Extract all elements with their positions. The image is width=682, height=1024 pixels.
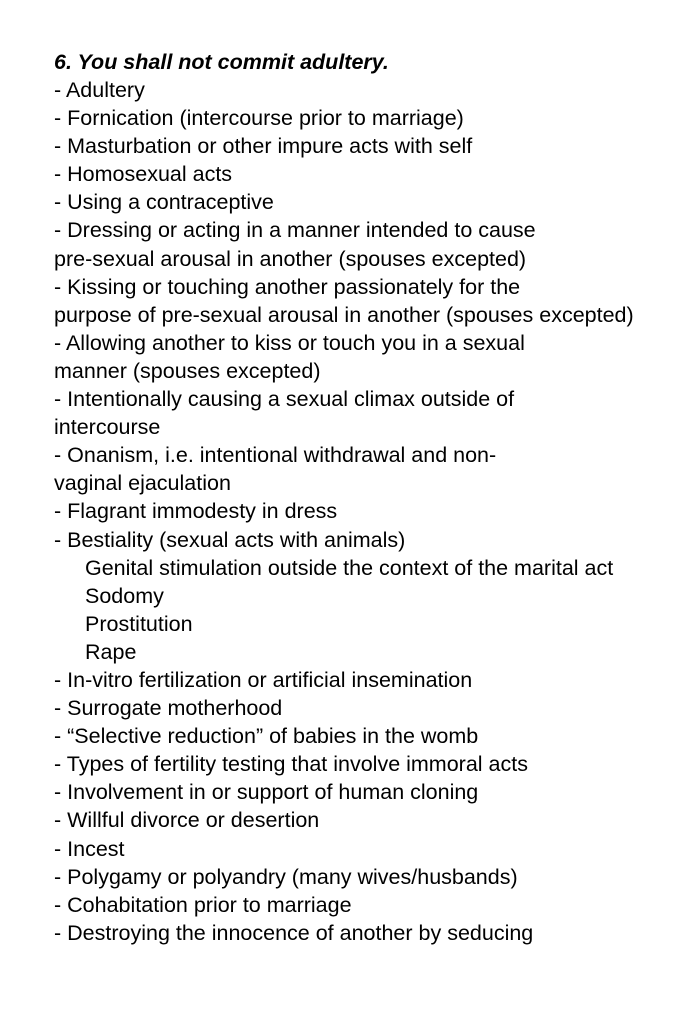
list-item: - Using a contraceptive: [54, 190, 274, 215]
list-item: - Willful divorce or desertion: [54, 808, 320, 833]
list-item: - Destroying the innocence of another by seducing: [54, 920, 534, 945]
list-item: vaginal ejaculation: [54, 471, 231, 496]
list-item: - Flagrant immodesty in dress: [54, 499, 338, 524]
document-page: [54, 48, 682, 947]
list-item: - Bestiality (sexual acts with animals): [54, 527, 406, 552]
list-item: - “Selective reduction” of babies in the womb: [54, 724, 479, 749]
commandment-list: [54, 76, 682, 947]
list-item: - Intentionally causing a sexual climax outside of: [54, 387, 515, 412]
list-item: - Adultery: [54, 78, 145, 102]
list-item: Sodomy: [85, 583, 164, 608]
list-item: pre-sexual arousal in another (spouses excepted): [54, 246, 527, 271]
section-heading: 6. You shall not commit adultery.: [54, 50, 389, 74]
list-item: manner (spouses excepted): [54, 358, 321, 383]
list-item: - Fornication (intercourse prior to marriage): [54, 106, 464, 131]
list-item: - Cohabitation prior to marriage: [54, 892, 352, 917]
list-item: - Polygamy or polyandry (many wives/husbands): [54, 864, 518, 889]
list-item: Genital stimulation outside the context of the marital act: [85, 555, 614, 580]
list-item: - Incest: [54, 836, 125, 861]
list-item: - Masturbation or other impure acts with self: [54, 134, 473, 159]
list-item: Rape: [85, 639, 137, 664]
list-item: - Dressing or acting in a manner intended to cause: [54, 218, 536, 243]
list-item: - Onanism, i.e. intentional withdrawal and non-: [54, 443, 497, 468]
list-item: - Involvement in or support of human cloning: [54, 780, 479, 805]
list-item: - In-vitro fertilization or artificial insemination: [54, 667, 473, 692]
list-item: - Kissing or touching another passionately for the: [54, 274, 521, 299]
list-item: - Types of fertility testing that involve immoral acts: [54, 752, 528, 777]
list-item: - Surrogate motherhood: [54, 696, 283, 721]
list-item: intercourse: [54, 415, 161, 440]
list-item: Prostitution: [85, 611, 193, 636]
list-item: - Homosexual acts: [54, 162, 233, 187]
list-item: - Allowing another to kiss or touch you in a sexual: [54, 330, 525, 355]
list-item: purpose of pre-sexual arousal in another (spouses excepted): [54, 302, 634, 327]
